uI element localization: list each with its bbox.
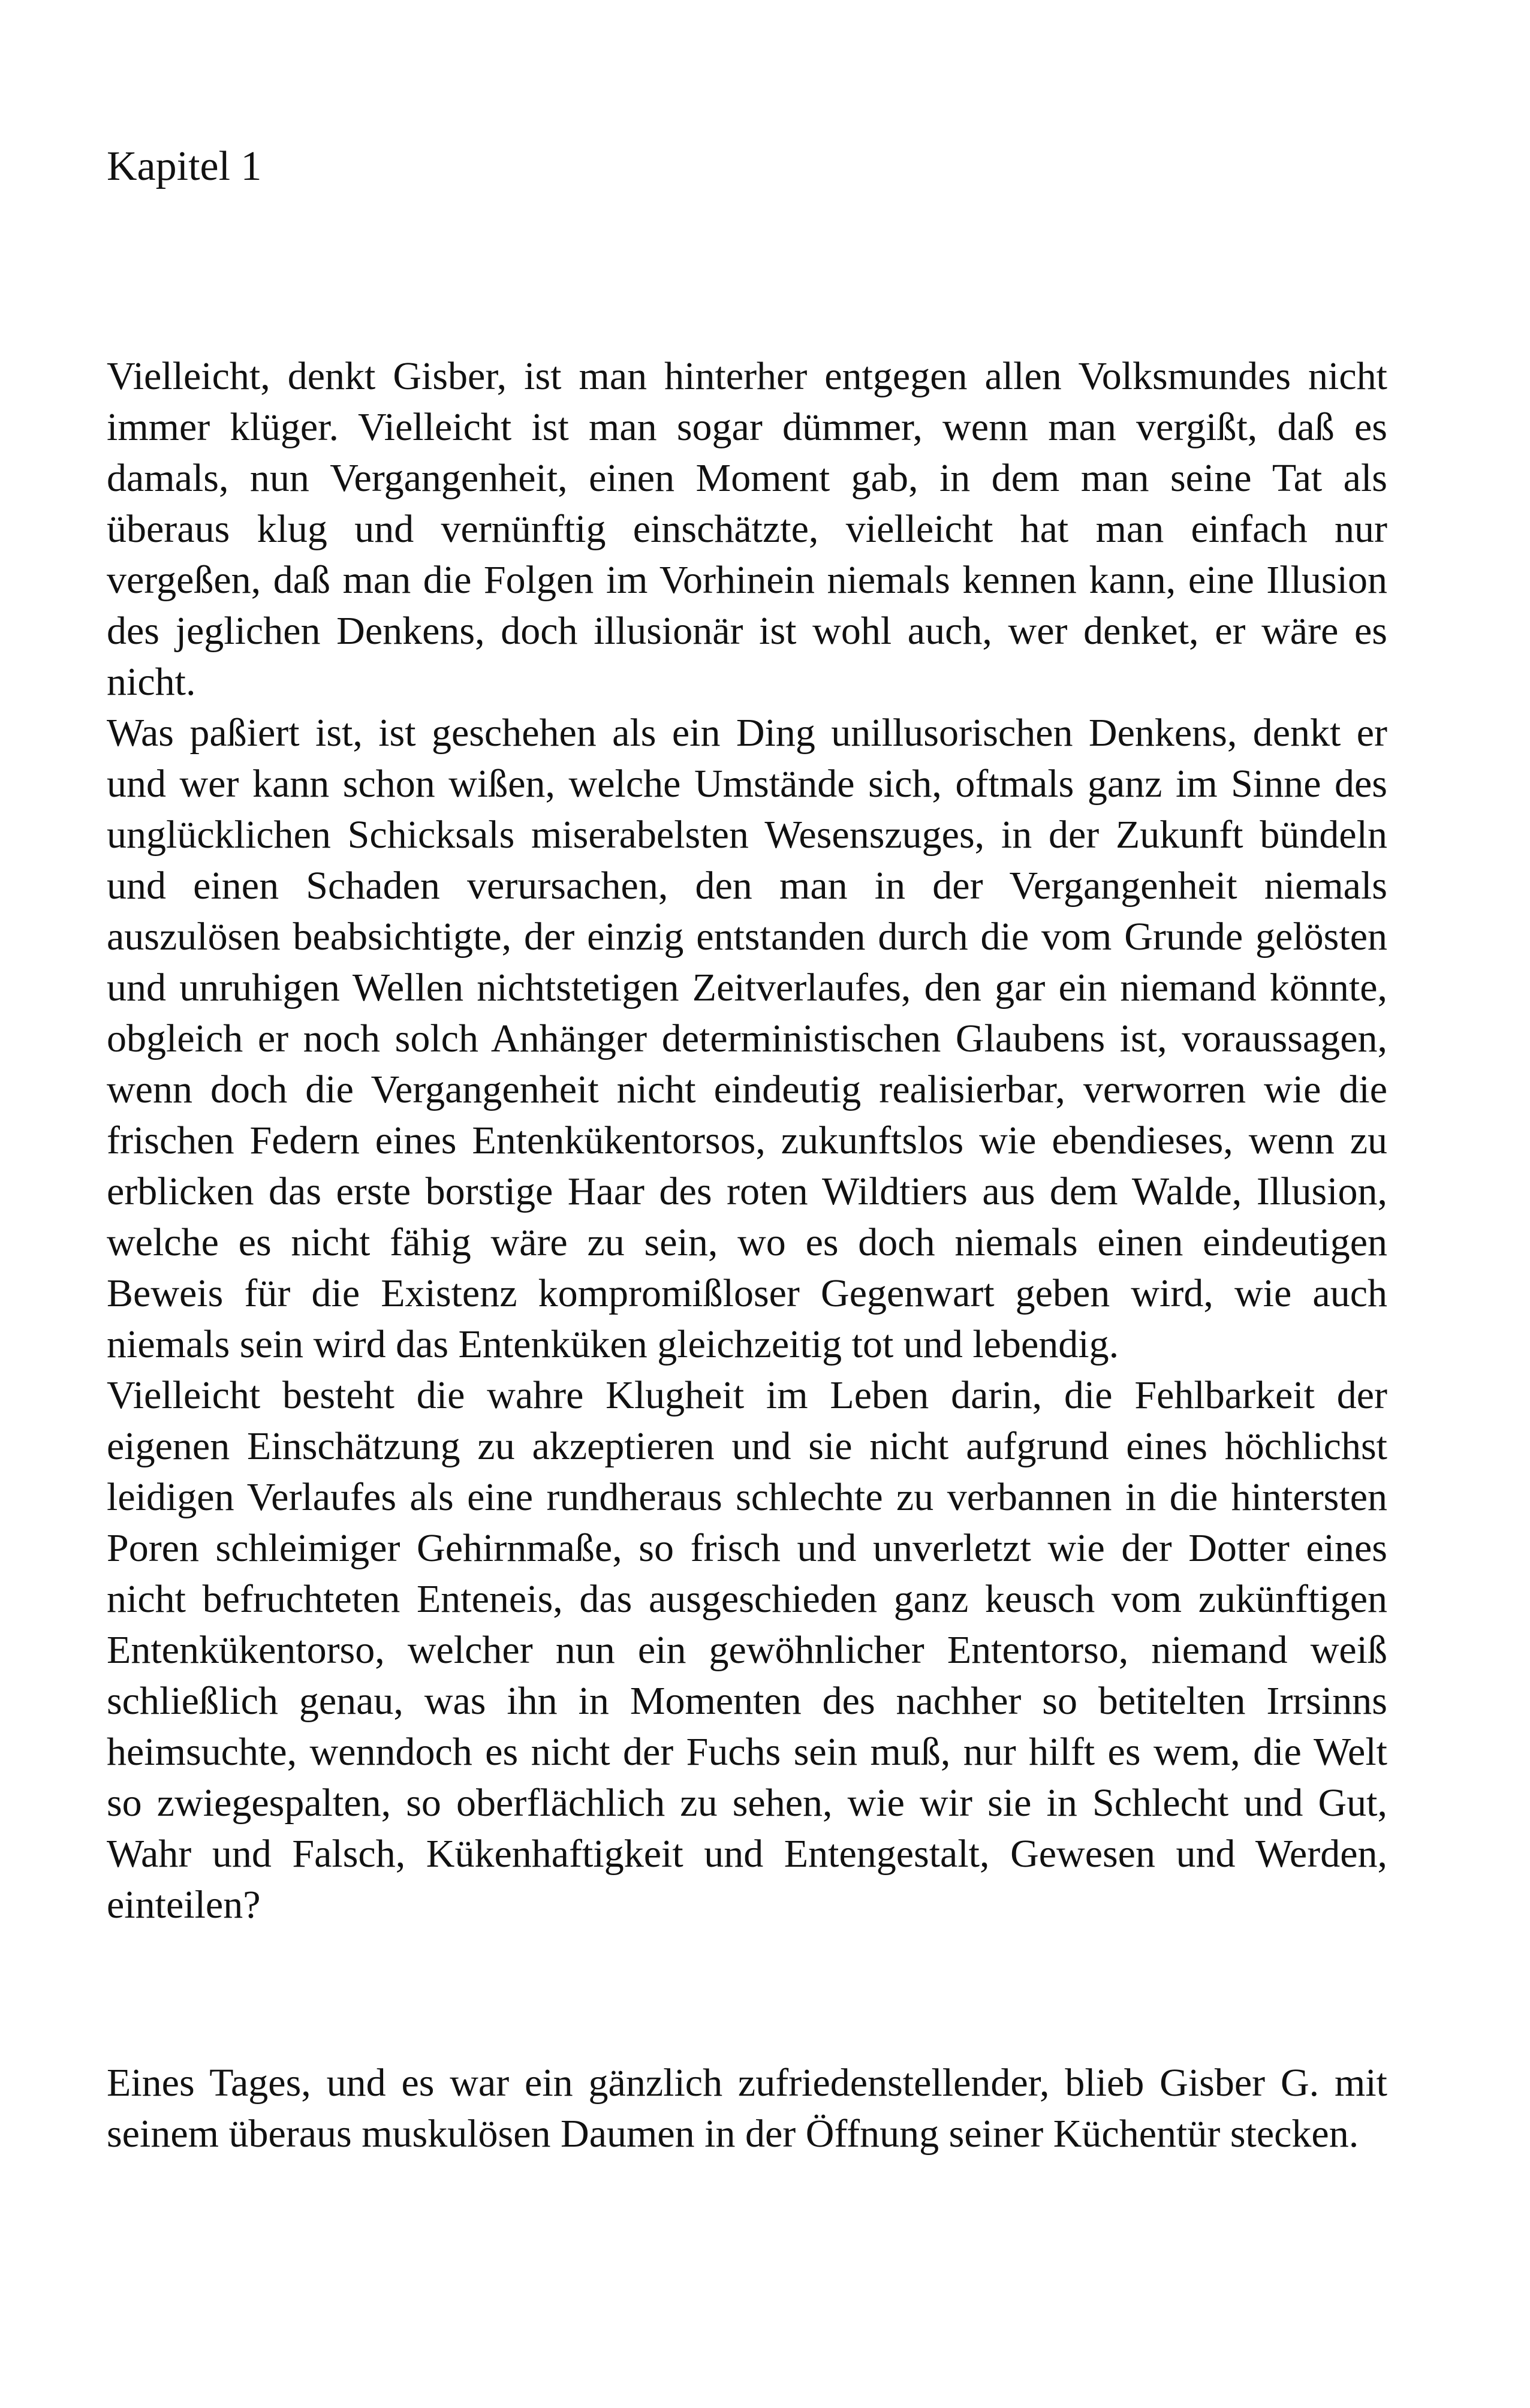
paragraph: Eines Tages, und es war ein gänzlich zufriedenstellender, blieb Gisber G. mit seinem überaus muskulösen Daumen in der Öffnung seiner Küchentür stecken. (107, 2061, 1387, 2156)
chapter-title: Kapitel 1 (107, 143, 262, 189)
closing-text (107, 2057, 1387, 2159)
paragraph: Vielleicht, denkt Gisber, ist man hinterher entgegen allen Volksmundes nicht immer klüger. Vielleicht ist man sogar dümmer, wenn man vergißt, daß es damals, nun Vergangenheit, einen Moment gab, in dem man seine Tat als überaus klug und vernünftig einschätzte, vielleicht hat man einfach nur vergeßen, daß man die Folgen im Vorhinein niemals kennen kann, eine Illusion des jeglichen Denkens, doch illusionär ist wohl auch, wer denket, er wäre es nicht. (107, 354, 1387, 704)
body-text (107, 351, 1387, 1930)
paragraph: Vielleicht besteht die wahre Klugheit im Leben darin, die Fehlbarkeit der eigenen Einschätzung zu akzeptieren und sie nicht aufgrund eines höchlichst leidigen Verlaufes als eine rundheraus schlechte zu verbannen in die hintersten Poren schleimiger Gehirnmaße, so frisch und unverletzt wie der Dotter eines nicht befruchteten Enteneis, das ausgeschieden ganz keusch vom zukünftigen Entenkükentorso, welcher nun ein gewöhnlicher Ententorso, niemand weiß schließlich genau, was ihn in Momenten des nachher so betitelten Irrsinns heimsuchte, wenndoch es nicht der Fuchs sein muß, nur hilft es wem, die Welt so zwiegespalten, so oberflächlich zu sehen, wie wir sie in Schlecht und Gut, Wahr und Falsch, Kükenhaftigkeit und Entengestalt, Gewesen und Werden, einteilen? (107, 1373, 1387, 1927)
paragraph: Was paßiert ist, ist geschehen als ein Ding unillusorischen Denkens, denkt er und wer kann schon wißen, welche Umstände sich, oftmals ganz im Sinne des unglücklichen Schicksals miserabelsten Wesenszuges, in der Zukunft bündeln und einen Schaden verursachen, den man in der Vergangenheit niemals auszulösen beabsichtigte, der einzig entstanden durch die vom Grunde gelösten und unruhigen Wellen nichtstetigen Zeitverlaufes, den gar ein niemand könnte, obgleich er noch solch Anhänger deterministischen Glaubens ist, voraussagen, wenn doch die Vergangenheit nicht eindeutig realisierbar, verworren wie die frischen Federn eines Entenkükentorsos, zukunftslos wie ebendieses, wenn zu erblicken das erste borstige Haar des roten Wildtiers aus dem Walde, Illusion, welche es nicht fähig wäre zu sein, wo es doch niemals einen eindeutigen Beweis für die Existenz kompromißloser Gegenwart geben wird, wie auch niemals sein wird das Entenküken gleichzeitig tot und lebendig. (107, 711, 1387, 1366)
